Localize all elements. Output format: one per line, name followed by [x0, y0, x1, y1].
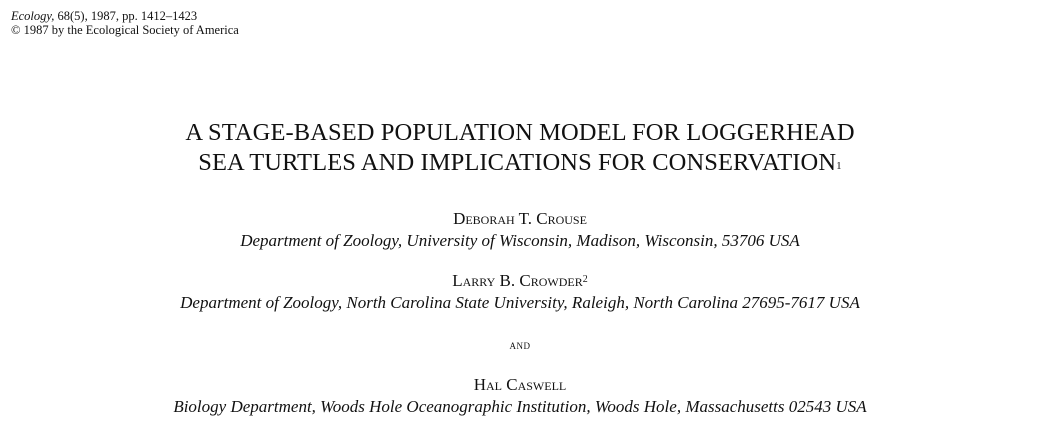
author-2-footnote-mark: 2 [582, 274, 588, 285]
author-affiliation-3: Biology Department, Woods Hole Oceanographic Institution, Woods Hole, Massachusetts 02543 USA [173, 397, 867, 416]
author-affiliation-2: Department of Zoology, North Carolina State University, Raleigh, North Carolina 27695-7617 USA [180, 293, 860, 312]
author-name-3-text: Hal Caswell [473, 375, 567, 394]
title-line-2 [0, 148, 1040, 178]
author-name-2-text: Larry B. Crowder [452, 271, 583, 290]
author-name-1-text: Deborah T. Crouse [453, 209, 587, 228]
volume-pages: 68(5), 1987, pp. 1412–1423 [54, 9, 198, 23]
title-footnote-mark: 1 [836, 160, 842, 172]
journal-header [11, 9, 239, 37]
author-name-3 [0, 375, 1040, 395]
copyright-line: © 1987 by the Ecological Society of America [11, 23, 239, 37]
article-title [0, 118, 1040, 178]
author-affiliation-1: Department of Zoology, University of Wisconsin, Madison, Wisconsin, 53706 USA [240, 231, 800, 250]
journal-name: Ecology, [11, 9, 55, 23]
author-name-2 [0, 271, 1040, 291]
title-line-1: A STAGE-BASED POPULATION MODEL FOR LOGGERHEAD [185, 119, 855, 146]
title-line-2-text: SEA TURTLES AND IMPLICATIONS FOR CONSERVATION [198, 149, 837, 176]
author-name-1 [0, 209, 1040, 229]
citation-line [11, 9, 239, 23]
author-conjunction: and [509, 337, 531, 352]
